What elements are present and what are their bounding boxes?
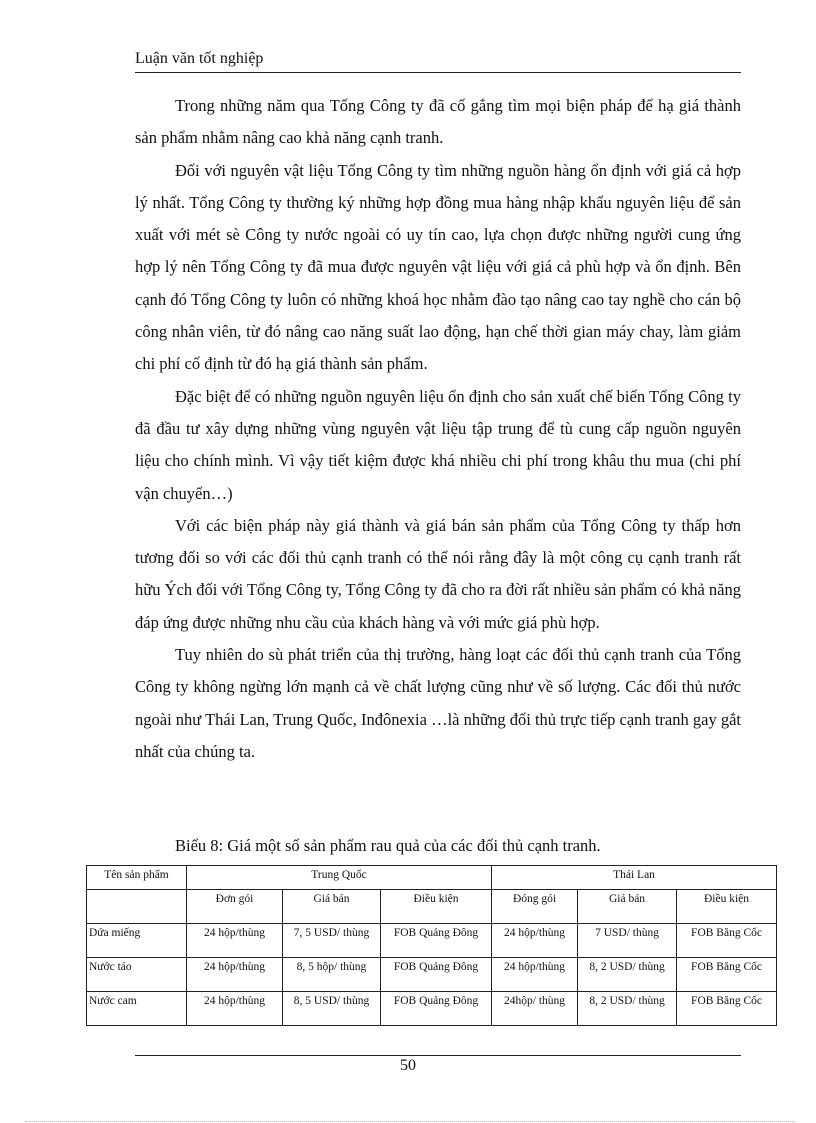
table-cell: 24 hộp/thùng xyxy=(187,992,283,1026)
column-header: Giá bán xyxy=(578,890,677,924)
table-cell: 7 USD/ thùng xyxy=(578,924,677,958)
paragraph: Trong những năm qua Tổng Công ty đã cố gắng tìm mọi biện pháp để hạ giá thành sản phẩm nhằm nâng cao khả năng cạnh tranh. xyxy=(135,96,741,148)
table-cell: FOB Băng Cốc xyxy=(677,958,777,992)
page-header xyxy=(135,50,741,73)
column-header: Đóng gói xyxy=(492,890,578,924)
table-cell: FOB Băng Cốc xyxy=(677,992,777,1026)
table-caption: Biểu 8: Giá một số sản phẩm rau quả của các đối thủ cạnh tranh. xyxy=(175,836,601,855)
table-cell: 24hộp/ thùng xyxy=(492,992,578,1026)
price-comparison-table xyxy=(86,865,777,1026)
empty-header-cell xyxy=(87,890,187,924)
table-cell: FOB Quảng Đông xyxy=(381,958,492,992)
table-subheader-row xyxy=(87,890,777,924)
group-header-thai-lan: Thái Lan xyxy=(492,866,777,890)
table-cell: FOB Băng Cốc xyxy=(677,924,777,958)
table-cell: 8, 2 USD/ thùng xyxy=(578,992,677,1026)
product-name-cell: Dứa miếng xyxy=(87,924,187,958)
table-cell: 24 hộp/thùng xyxy=(187,958,283,992)
body-text xyxy=(135,90,741,768)
table-cell: 8, 2 USD/ thùng xyxy=(578,958,677,992)
paragraph: Với các biện pháp này giá thành và giá bán sản phẩm của Tổng Công ty thấp hơn tương đối so với các đối thủ cạnh tranh có thể nói rằng đây là một công cụ cạnh tranh rất hữu Ých đối với Tổng Công ty, Tổng Công ty đã cho ra đời rất nhiều sản phẩm có khả năng đáp ứng được những nhu cầu của khách hàng và với mức giá phù hợp. xyxy=(135,515,741,632)
column-header: Điều kiện xyxy=(381,890,492,924)
column-header: Đơn gói xyxy=(187,890,283,924)
paragraph: Đối với nguyên vật liệu Tổng Công ty tìm những nguồn hàng ổn định với giá cả hợp lý nhất. Tổng Công ty thường ký những hợp đồng mua hàng nhập khẩu nguyên liệu để sản xuất với mét sè Công ty nước ngoài có uy tín cao, lựa chọn được những người cung ứng hợp lý nên Tổng Công ty đã mua được nguyên vật liệu với giá cả phù hợp và ổn định. Bên cạnh đó Tổng Công ty luôn có những khoá học nhằm đào tạo nâng cao tay nghề cho cán bộ công nhân viên, từ đó nâng cao năng suất lao động, hạn chế thời gian máy chay, làm giảm chi phí cố định từ đó hạ giá thành sản phẩm. xyxy=(135,160,741,374)
table-cell: 24 hộp/thùng xyxy=(187,924,283,958)
table-cell: 8, 5 USD/ thùng xyxy=(283,992,381,1026)
column-header: Điều kiện xyxy=(677,890,777,924)
header-title: Luận văn tốt nghiệp xyxy=(135,50,264,67)
table-cell: 7, 5 USD/ thùng xyxy=(283,924,381,958)
table-row xyxy=(87,958,777,992)
table-cell: FOB Quảng Đông xyxy=(381,924,492,958)
footer-divider xyxy=(135,1055,741,1056)
table-cell: 24 hộp/thùng xyxy=(492,958,578,992)
page-edge-divider xyxy=(25,1121,795,1122)
paragraph: Tuy nhiên do sù phát triển của thị trường, hàng loạt các đối thủ cạnh tranh của Tổng Công ty không ngừng lớn mạnh cả về chất lượng cũng như về số lượng. Các đối thủ nước ngoài như Thái Lan, Trung Quốc, Inđônexia …là những đối thủ trực tiếp cạnh tranh gay gắt nhất của chúng ta. xyxy=(135,645,741,761)
column-header: Giá bán xyxy=(283,890,381,924)
product-column-header: Tên sản phẩm xyxy=(87,866,187,890)
table-row xyxy=(87,992,777,1026)
product-name-cell: Nước táo xyxy=(87,958,187,992)
table-cell: 24 hộp/thùng xyxy=(492,924,578,958)
table-cell: 8, 5 hộp/ thùng xyxy=(283,958,381,992)
table-header-row xyxy=(87,866,777,890)
product-name-cell: Nước cam xyxy=(87,992,187,1026)
paragraph: Đặc biệt để có những nguồn nguyên liệu ổn định cho sản xuất chế biến Tổng Công ty đã đầu tư xây dựng những vùng nguyên vật liệu tập trung để tù cung cấp nguồn nguyên liệu cho chính mình. Vì vậy tiết kiệm được khá nhiều chi phí trong khâu thu mua (chi phí vận chuyển…) xyxy=(135,386,741,503)
group-header-trung-quoc: Trung Quốc xyxy=(187,866,492,890)
page-number: 50 xyxy=(400,1057,416,1074)
table-cell: FOB Quảng Đông xyxy=(381,992,492,1026)
table-row xyxy=(87,924,777,958)
